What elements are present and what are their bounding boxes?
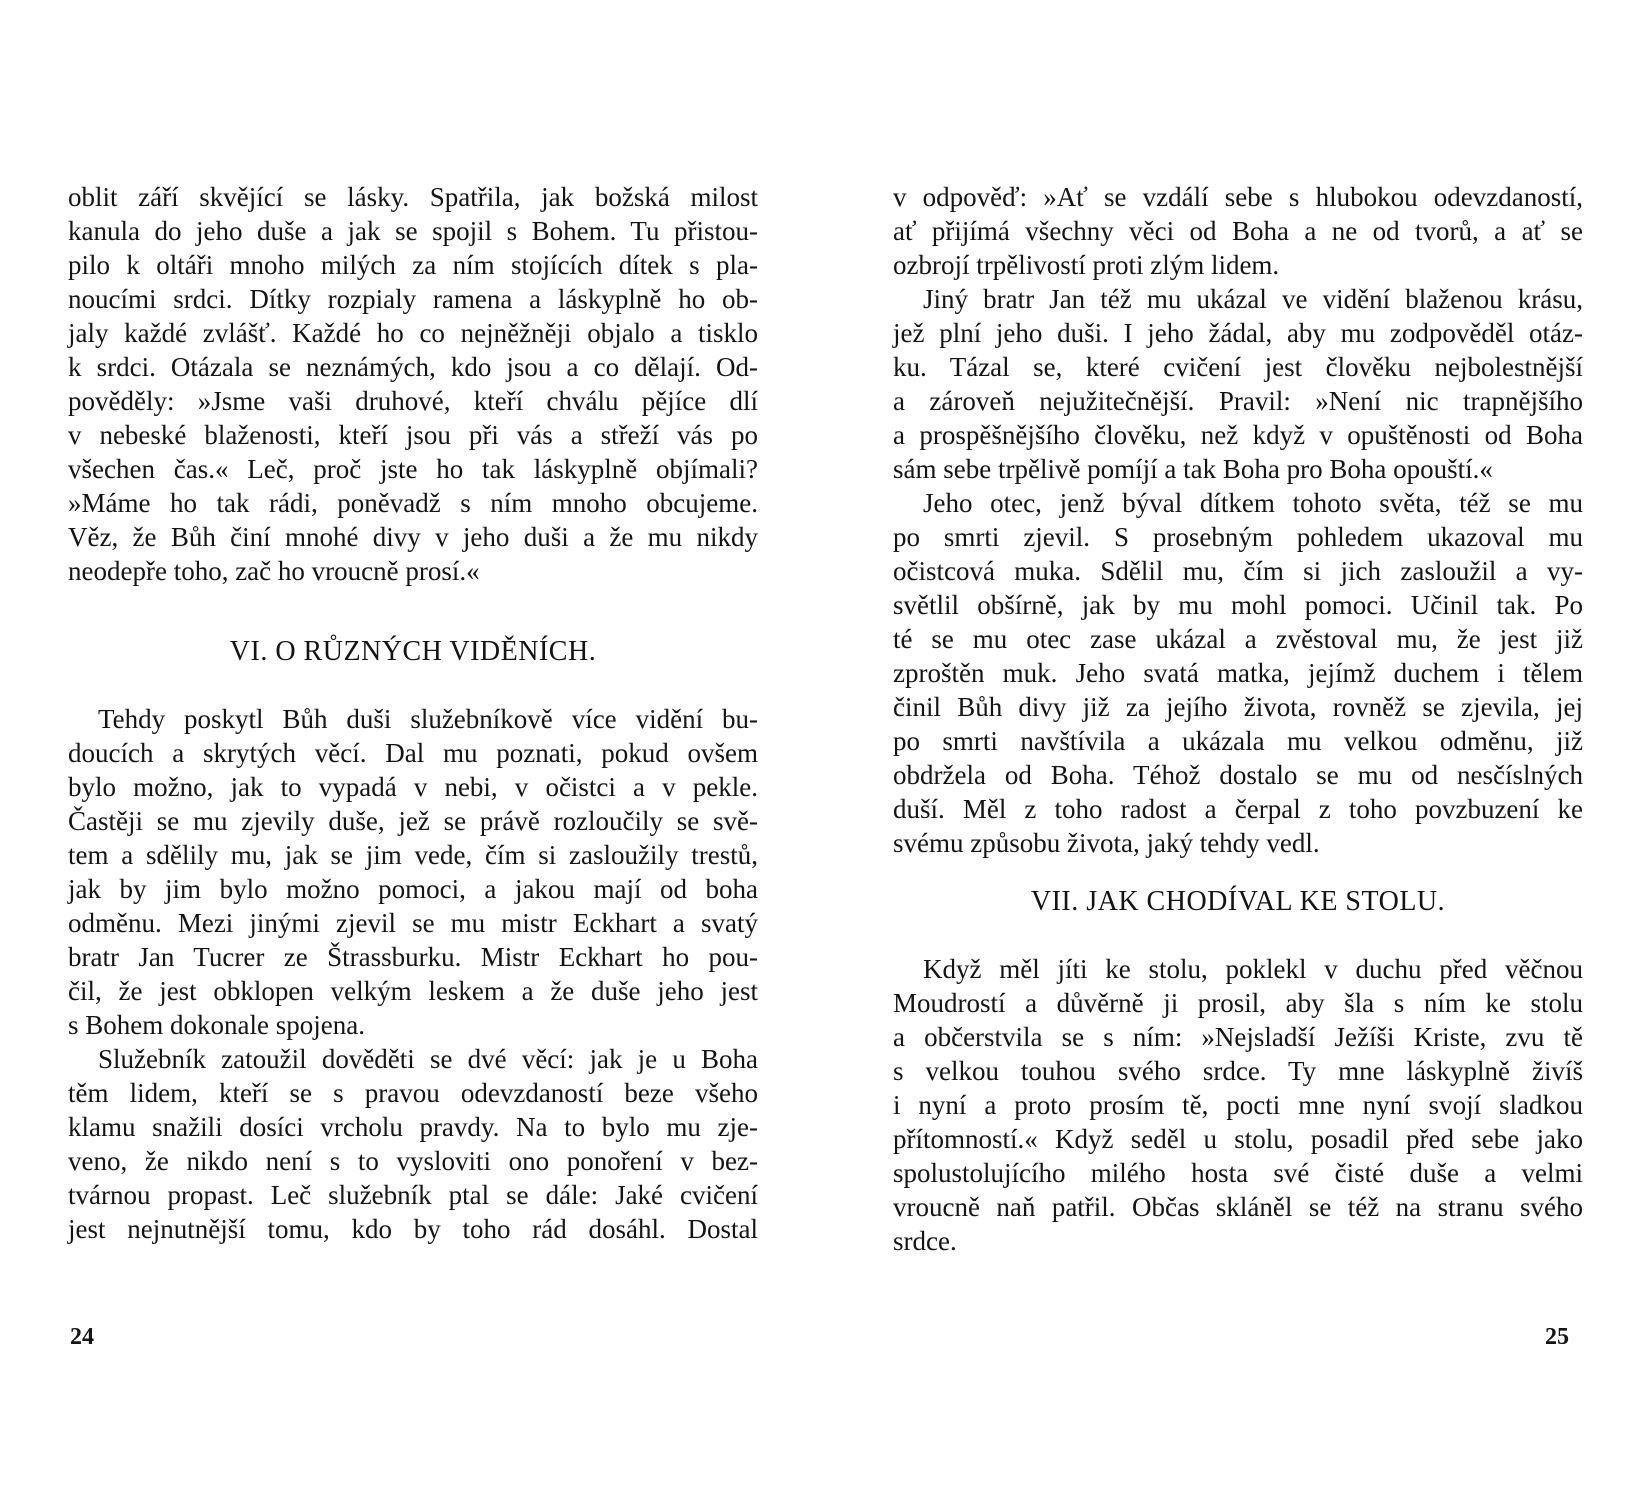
text-line: po smrti zjevil. S prosebným pohledem ukazoval mu <box>893 522 1583 552</box>
text-line: Když měl jíti ke stolu, poklekl v duchu před věčnou <box>923 954 1583 984</box>
text-line: jež plní jeho duši. I jeho žádal, aby mu zodpověděl otáz- <box>893 318 1583 348</box>
text-line: svému způsobu života, jaký tehdy vedl. <box>893 828 1320 858</box>
text-line: činil Bůh divy již za jejího života, rovněž se zjevila, jej <box>893 692 1583 722</box>
text-line: k srdci. Otázala se neznámých, kdo jsou a co dělají. Od- <box>68 352 758 382</box>
text-line: čil, že jest obklopen velkým leskem a že duše jeho jest <box>68 976 758 1006</box>
text-line: v odpověď: »Ať se vzdálí sebe s hlubokou odevzdaností, <box>893 182 1583 212</box>
page-number-right: 25 <box>1545 1324 1569 1350</box>
text-line: noucími srdci. Dítky rozpialy ramena a láskyplně ho ob- <box>68 284 758 314</box>
paragraph <box>893 952 1583 1258</box>
text-line: jak by jim bylo možno pomoci, a jakou mají od boha <box>68 874 758 904</box>
text-line: Služebník zatoužil dověděti se dvé věcí: jak je u Boha <box>98 1044 758 1074</box>
text-line: té se mu otec zase ukázal a zvěstoval mu, že jest již <box>893 624 1583 654</box>
text-line: srdce. <box>893 1226 957 1256</box>
paragraph <box>893 282 1583 486</box>
paragraph <box>68 180 758 588</box>
text-line: neodepře toho, zač ho vroucně prosí.« <box>68 556 480 586</box>
text-line: ozbrojí trpělivostí proti zlým lidem. <box>893 250 1280 280</box>
text-line: i nyní a proto prosím tě, pocti mne nyní svojí sladkou <box>893 1090 1583 1120</box>
paragraph <box>68 702 758 1042</box>
text-line: Věz, že Bůh činí mnohé divy v jeho duši a že mu nikdy <box>68 522 758 552</box>
text-line: všechen čas.« Leč, proč jste ho tak láskyplně objímali? <box>68 454 758 484</box>
text-line: s velkou touhou svého srdce. Ty mne láskyplně živíš <box>893 1056 1583 1086</box>
text-line: tvárnou propast. Leč služebník ptal se dále: Jaké cvičení <box>68 1180 758 1210</box>
text-line: pilo k oltáři mnoho milých za ním stojících dítek s pla- <box>68 250 758 280</box>
text-line: světlil obšírně, jak by mu mohl pomoci. Učinil tak. Po <box>893 590 1583 620</box>
text-line: klamu snažili dosíci vrcholu pravdy. Na to bylo mu zje- <box>68 1112 758 1142</box>
text-line: pověděly: »Jsme vaši druhové, kteří chválu pějíce dlí <box>68 386 758 416</box>
chapter-heading: VI. O RŮZNÝCH VIDĚNÍCH. <box>229 636 597 667</box>
text-line: jaly každé zvlášť. Každé ho co nejněžněji objalo a tisklo <box>68 318 758 348</box>
text-line: oblit září skvějící se lásky. Spatřila, jak božská milost <box>68 182 758 212</box>
text-line: Častěji se mu zjevily duše, jež se právě rozloučily se svě- <box>68 806 758 836</box>
text-line: očistcová muka. Sdělil mu, čím si jich zasloužil a vy- <box>893 556 1583 586</box>
text-line: Tehdy poskytl Bůh duši služebníkově více vidění bu- <box>98 704 758 734</box>
text-line: bylo možno, jak to vypadá v nebi, v očistci a v pekle. <box>68 772 758 802</box>
text-line: ať přijímá všechny věci od Boha a ne od tvorů, a ať se <box>893 216 1583 246</box>
text-line: ku. Tázal se, které cvičení jest člověku nejbolestnější <box>893 352 1583 382</box>
text-line: odměnu. Mezi jinými zjevil se mu mistr Eckhart a svatý <box>68 908 758 938</box>
paragraph <box>893 180 1583 282</box>
text-line: duší. Měl z toho radost a čerpal z toho povzbuzení ke <box>893 794 1583 824</box>
text-line: veno, že nikdo není s to vysloviti ono ponoření v bez- <box>68 1146 758 1176</box>
page-number-left: 24 <box>70 1324 94 1350</box>
text-line: doucích a skrytých věcí. Dal mu poznati, pokud ovšem <box>68 738 758 768</box>
text-line: a prospěšnějšího člověku, než když v opuštěnosti od Boha <box>893 420 1583 450</box>
text-line: zproštěn muk. Jeho svatá matka, jejímž duchem i tělem <box>893 658 1583 688</box>
text-line: Jeho otec, jenž býval dítkem tohoto světa, též se mu <box>923 488 1583 518</box>
text-line: těm lidem, kteří se s pravou odevzdaností beze všeho <box>68 1078 758 1108</box>
text-line: tem a sdělily mu, jak se jim vede, čím si zasloužily trestů, <box>68 840 758 870</box>
text-line: v nebeské blaženosti, kteří jsou při vás a střeží vás po <box>68 420 758 450</box>
text-line: a občerstvila se s ním: »Nejsladší Ježíši Kriste, zvu tě <box>893 1022 1583 1052</box>
text-line: s Bohem dokonale spojena. <box>68 1010 365 1040</box>
text-line: po smrti navštívila a ukázala mu velkou odměnu, již <box>893 726 1583 756</box>
paragraph <box>893 486 1583 860</box>
text-line: jest nejnutnější tomu, kdo by toho rád dosáhl. Dostal <box>68 1214 758 1244</box>
text-line: kanula do jeho duše a jak se spojil s Bohem. Tu přistou- <box>68 216 758 246</box>
text-line: obdržela od Boha. Téhož dostalo se mu od nesčíslných <box>893 760 1583 790</box>
text-line: vroucně naň patřil. Občas skláněl se též na stranu svého <box>893 1192 1583 1222</box>
text-line: Jiný bratr Jan též mu ukázal ve vidění blaženou krásu, <box>923 284 1583 314</box>
text-line: sám sebe trpělivě pomíjí a tak Boha pro Boha opouští.« <box>893 454 1493 484</box>
paragraph <box>68 1042 758 1246</box>
chapter-heading: VII. JAK CHODÍVAL KE STOLU. <box>1030 886 1446 917</box>
text-line: přítomností.« Když seděl u stolu, posadil před sebe jako <box>893 1124 1583 1154</box>
text-line: spolustolujícího milého hosta své čisté duše a velmi <box>893 1158 1583 1188</box>
text-line: a zároveň nejužitečnější. Pravil: »Není nic trapnějšího <box>893 386 1583 416</box>
text-line: Moudrostí a důvěrně ji prosil, aby šla s ním ke stolu <box>893 988 1583 1018</box>
text-line: bratr Jan Tucrer ze Štrassburku. Mistr Eckhart ho pou- <box>68 942 758 972</box>
text-line: »Máme ho tak rádi, poněvadž s ním mnoho obcujeme. <box>68 488 758 518</box>
